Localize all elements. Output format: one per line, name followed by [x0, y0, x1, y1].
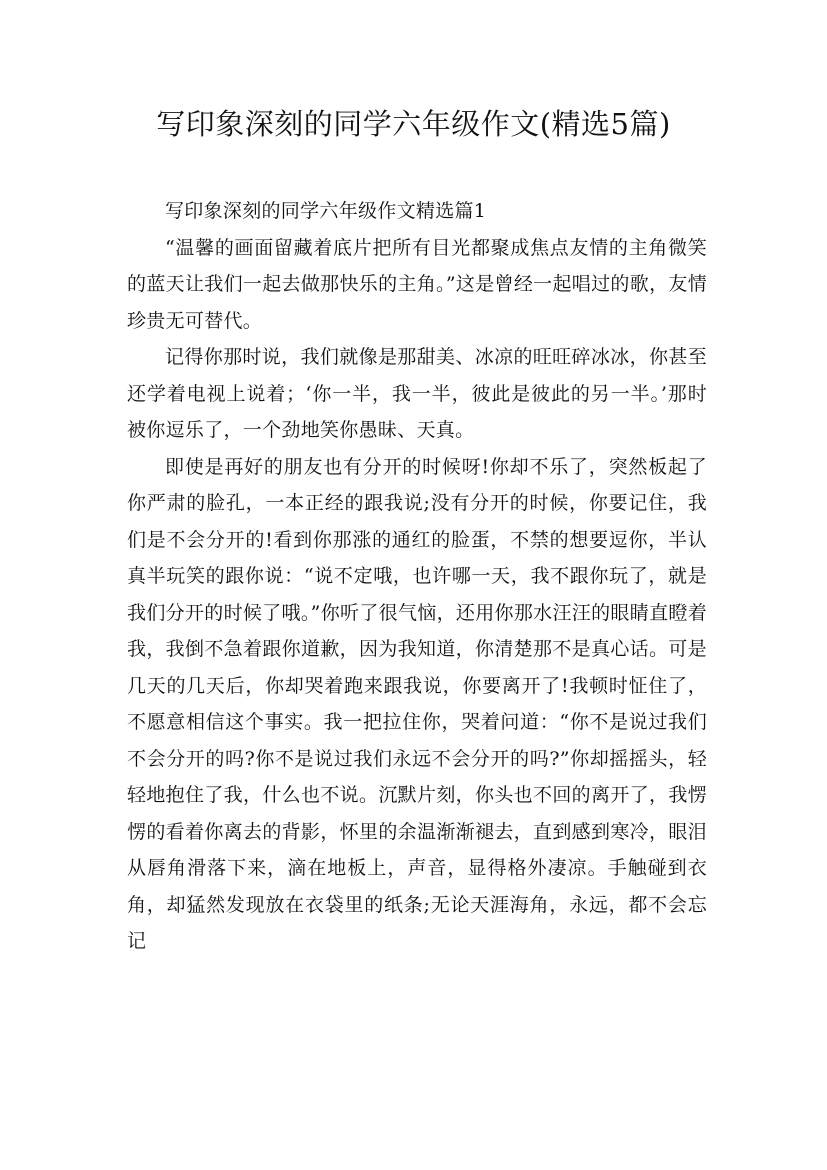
paragraph-1: “温馨的画面留藏着底片把所有目光都聚成焦点友情的主角微笑的蓝天让我们一起去做那快乐的主角。”这是曾经一起唱过的歌，友情珍贵无可替代。	[127, 236, 707, 332]
paragraph-3: 即使是再好的朋友也有分开的时候呀!你却不乐了，突然板起了你严肃的脸孔，一本正经的跟我说;没有分开的时候，你要记住，我们是不会分开的!看到你那涨的通红的脸蛋，不禁的想要逗你，半认真半玩笑的跟你说：“说不定哦，也许哪一天，我不跟你玩了，就是我们分开的时候了哦。”你听了很气恼，还用你那水汪汪的眼睛直瞪着我，我倒不急着跟你道歉，因为我知道，你清楚那不是真心话。可是几天的几天后，你却哭着跑来跟我说，你要离开了!我顿时怔住了，不愿意相信这个事实。我一把拉住你，哭着问道：“你不是说过我们不会分开的吗?你不是说过我们永远不会分开的吗?”你却摇摇头，轻轻地抱住了我，什么也不说。沉默片刻，你头也不回的离开了，我愣愣的看着你离去的背影，怀里的余温渐渐褪去，直到感到寒冷，眼泪从唇角滑落下来，滴在地板上，声音，显得格外凄凉。手触碰到衣角，却猛然发现放在衣袋里的纸条;无论天涯海角，永远，都不会忘记	[127, 455, 707, 952]
section-heading: 写印象深刻的同学六年级作文精选篇1	[165, 200, 487, 222]
paragraph-2: 记得你那时说，我们就像是那甜美、冰凉的旺旺碎冰冰，你甚至还学着电视上说着；‘你一半，我一半，彼此是彼此的另一半。’那时被你逗乐了，一个劲地笑你愚昧、天真。	[127, 346, 707, 441]
document-body	[127, 193, 707, 960]
document-title: 写印象深刻的同学六年级作文(精选5篇)	[156, 107, 671, 141]
